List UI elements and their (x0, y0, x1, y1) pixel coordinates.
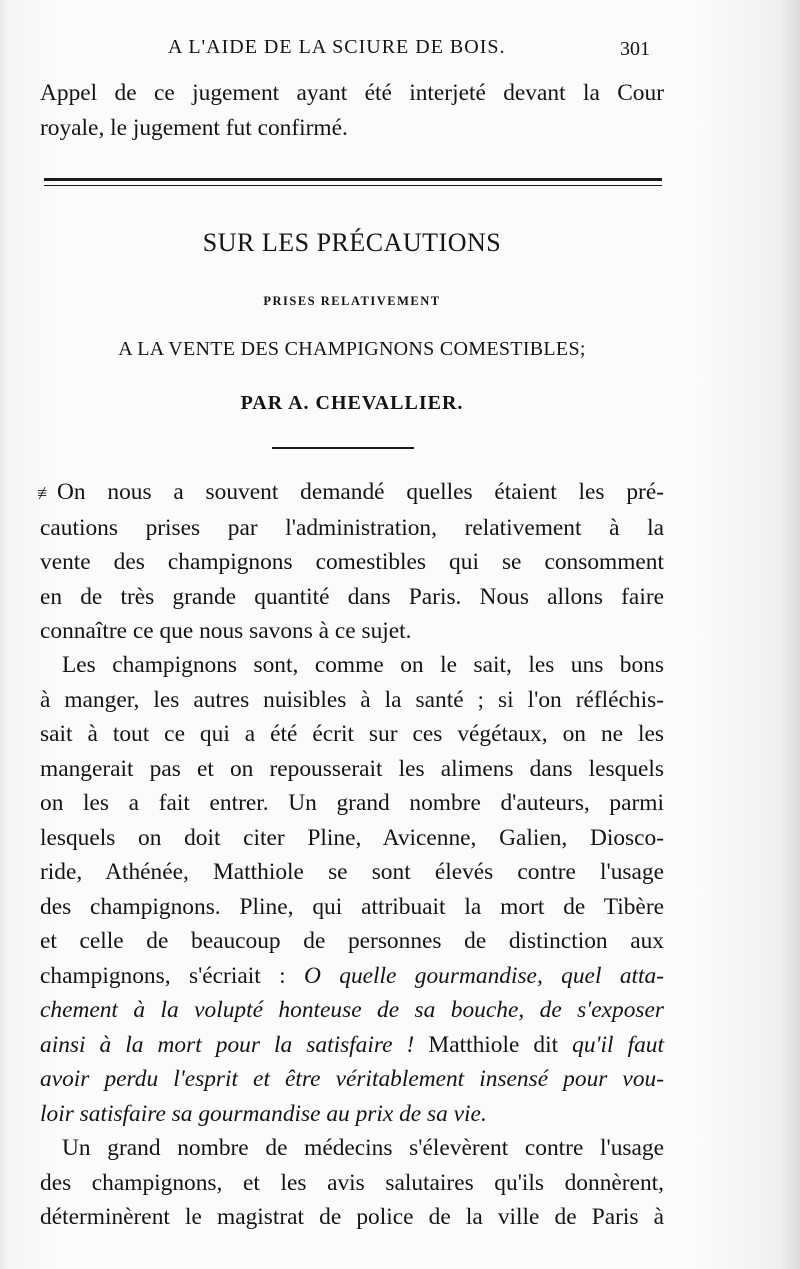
article-author: PAR A. CHEVALLIER. (240, 392, 464, 414)
text-line (40, 1097, 664, 1132)
text-line: mangerait pas et on repousserait les alimens dans lesquels (40, 755, 664, 782)
paragraph-3 (40, 1131, 664, 1235)
article-subtitle: PRISES RELATIVEMENT (263, 294, 441, 308)
text-line: ride, Athénée, Matthiole se sont élevés contre l'usage (40, 859, 664, 885)
section-rule-thin (44, 185, 662, 186)
text-line: cautions prises par l'administration, relativement à la (40, 514, 664, 541)
paragraph-ornament: ≢ (37, 483, 55, 503)
text-segment: champignons, s'écriait : (40, 962, 304, 989)
running-title: A L'AIDE DE LA SCIURE DE BOIS. (168, 36, 506, 58)
paragraph-1 (37, 475, 664, 649)
text-line: à manger, les autres nuisibles à la santé ; si l'on réfléchis- (40, 686, 664, 713)
text-line: vente des champignons comestibles qui se consomment (40, 549, 664, 575)
page-number: 301 (620, 38, 650, 60)
text-line: et celle de beaucoup de personnes de distinction aux (40, 928, 664, 954)
italic-quote: avoir perdu l'esprit et être véritablement insensé pour vou- (40, 1066, 664, 1092)
article-title: SUR LES PRÉCAUTIONS (202, 228, 502, 257)
text-line: Appel de ce jugement ayant été interjeté devant la Cour (40, 80, 664, 106)
text-line (40, 993, 664, 1028)
italic-quote: O quelle gourmandise, quel atta- (303, 962, 664, 989)
italic-quote: loir satisfaire sa gourmandise au prix de sa vie. (40, 1100, 487, 1127)
text-line (40, 1028, 664, 1063)
text-line: des champignons. Pline, qui attribuait la mort de Tibère (40, 893, 664, 920)
italic-quote: qu'il faut (572, 1031, 664, 1058)
text-line: en de très grande quantité dans Paris. Nous allons faire (40, 583, 664, 610)
text-line: Les champignons sont, comme on le sait, les uns bons (62, 652, 664, 678)
author-rule (272, 447, 414, 449)
text-line: Un grand nombre de médecins s'élevèrent contre l'usage (62, 1135, 664, 1161)
text-line: connaître ce que nous savons à ce sujet. (40, 618, 412, 644)
text-line (40, 959, 664, 994)
text-line: lesquels on doit citer Pline, Avicenne, Galien, Diosco- (40, 824, 664, 851)
previous-article-ending (40, 76, 664, 145)
text-line-content: On nous a souvent demandé quelles étaient les pré- (57, 479, 664, 505)
article-title-continued: A LA VENTE DES CHAMPIGNONS COMESTIBLES; (118, 338, 586, 360)
italic-quote: ainsi à la mort pour la satisfaire ! (40, 1031, 415, 1058)
text-segment: Matthiole dit (414, 1031, 573, 1058)
text-line: on les a fait entrer. Un grand nombre d'auteurs, parmi (40, 790, 664, 816)
paragraph-2 (40, 648, 664, 1131)
running-header (150, 36, 800, 66)
text-line: des champignons, et les avis salutaires qu'ils donnèrent, (40, 1169, 664, 1196)
text-line: sait à tout ce qui a été écrit sur ces végétaux, on ne les (40, 721, 664, 747)
text-line: royale, le jugement fut confirmé. (40, 114, 348, 141)
text-line (40, 1062, 664, 1097)
italic-quote: chement à la volupté honteuse de sa bouche, de s'exposer (40, 997, 664, 1023)
text-line (37, 475, 664, 511)
section-rule-thick (44, 178, 662, 181)
text-line: déterminèrent le magistrat de police de la ville de Paris à (40, 1204, 664, 1230)
